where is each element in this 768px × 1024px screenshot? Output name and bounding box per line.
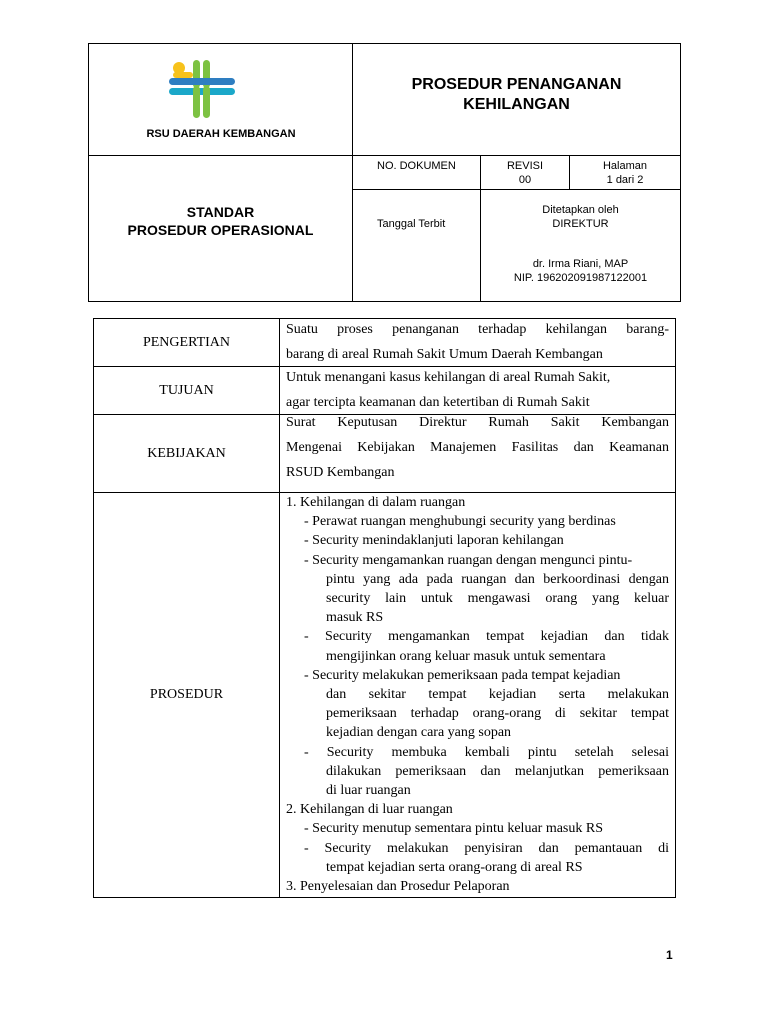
prosedur-substep-cont: pemeriksaan terhadap orang-orang di sekitar tempat [326, 706, 669, 722]
sop-cell [89, 156, 353, 301]
sop-content-table [93, 318, 676, 898]
revisi-cell [481, 156, 570, 190]
prosedur-substep: - Security mengamankan tempat kejadian dan tidak [304, 629, 669, 645]
row-prosedur [94, 493, 675, 897]
prosedur-substep: - Security melakukan pemeriksaan pada tempat kejadian [304, 667, 621, 683]
kebijakan-line2: Mengenai Kebijakan Manajemen Fasilitas dan Keamanan [286, 440, 669, 455]
pengertian-line2: barang di areal Rumah Sakit Umum Daerah Kembangan [286, 347, 603, 362]
director-name: dr. Irma Riani, MAP [532, 258, 629, 270]
prosedur-substep-cont: di luar ruangan [326, 783, 411, 799]
kebijakan-line3: RSUD Kembangan [286, 465, 395, 480]
doc-number-label: NO. DOKUMEN [377, 160, 456, 172]
prosedur-substep-cont: pintu yang ada pada ruangan dan berkoordinasi dengan [326, 571, 669, 587]
hospital-name: RSU DAERAH KEMBANGAN [146, 128, 296, 140]
prosedur-substep-cont: kejadian dengan cara yang sopan [326, 725, 512, 741]
prosedur-substep-cont: tempat kejadian serta orang-orang di areal RS [326, 859, 583, 875]
ditetapkan-line1: Ditetapkan oleh [542, 204, 619, 216]
prosedur-substep: - Perawat ruangan menghubungi security yang berdinas [304, 514, 616, 530]
row-pengertian [94, 319, 675, 367]
label-tujuan: TUJUAN [94, 367, 280, 414]
prosedur-step: 2. Kehilangan di luar ruangan [286, 802, 453, 818]
content-kebijakan [286, 410, 669, 485]
row-kebijakan [94, 415, 675, 493]
sop-line1: STANDAR [186, 203, 255, 220]
halaman-value: 1 dari 2 [606, 174, 644, 186]
prosedur-step: 3. Penyelesaian dan Prosedur Pelaporan [286, 879, 510, 895]
prosedur-step: 1. Kehilangan di dalam ruangan [286, 495, 466, 510]
tanggal-terbit-label: Tanggal Terbit [377, 218, 446, 230]
signatory-block [481, 257, 680, 285]
content-tujuan [286, 365, 669, 415]
sop-label [128, 203, 314, 239]
document-title-line1: PROSEDUR PENANGANAN [411, 75, 622, 93]
prosedur-substep-cont: dilakukan pemeriksaan dan melanjutkan pemeriksaan [326, 763, 669, 779]
label-pengertian: PENGERTIAN [94, 319, 280, 366]
prosedur-substep: - Security melakukan penyisiran dan pemantauan di [304, 840, 669, 856]
director-nip: NIP. 196202091987122001 [513, 272, 648, 284]
logo-cell [89, 44, 353, 156]
content-pengertian [286, 317, 669, 367]
row-tujuan [94, 367, 675, 415]
content-prosedur [286, 493, 669, 896]
prosedur-substep: - Security membuka kembali pintu setelah selesai [304, 744, 669, 760]
label-prosedur: PROSEDUR [94, 493, 280, 897]
prosedur-substep: - Security menindaklanjuti laporan kehilangan [304, 533, 564, 549]
prosedur-substep-cont: masuk RS [326, 610, 384, 626]
prosedur-substep-cont: security lain untuk mengawasi orang yang keluar [326, 591, 669, 607]
tujuan-line1: Untuk menangani kasus kehilangan di areal Rumah Sakit, [286, 370, 611, 385]
document-title-line2: KEHILANGAN [463, 95, 570, 113]
ditetapkan-line2: DIREKTUR [552, 218, 609, 230]
pengertian-line1: Suatu proses penanganan terhadap kehilangan barang- [286, 322, 669, 337]
revisi-label: REVISI [506, 160, 544, 172]
tujuan-line2: agar tercipta keamanan dan ketertiban di Rumah Sakit [286, 395, 590, 410]
tanggal-terbit-cell [353, 190, 481, 301]
revisi-value: 00 [518, 174, 532, 186]
document-title-cell [353, 44, 680, 156]
document-title [412, 75, 622, 115]
page-number: 1 [666, 948, 673, 962]
document-info-grid [353, 156, 680, 301]
ditetapkan-block [481, 203, 680, 231]
prosedur-substep: - Security menutup sementara pintu keluar masuk RS [304, 821, 603, 837]
document-header [88, 43, 681, 302]
prosedur-substep-cont: mengijinkan orang keluar masuk untuk sementara [326, 648, 606, 664]
halaman-label: Halaman [602, 160, 648, 172]
label-kebijakan: KEBIJAKAN [94, 415, 280, 492]
kebijakan-line1: Surat Keputusan Direktur Rumah Sakit Kembangan [286, 415, 669, 430]
halaman-cell [570, 156, 680, 190]
hospital-logo-icon [167, 58, 237, 122]
prosedur-substep-cont: dan sekitar tempat kejadian serta melakukan [326, 687, 669, 703]
doc-number-cell [353, 156, 481, 190]
ditetapkan-cell [481, 190, 680, 301]
sop-line2: PROSEDUR OPERASIONAL [127, 221, 314, 238]
prosedur-substep: - Security mengamankan ruangan dengan mengunci pintu- [304, 552, 633, 568]
